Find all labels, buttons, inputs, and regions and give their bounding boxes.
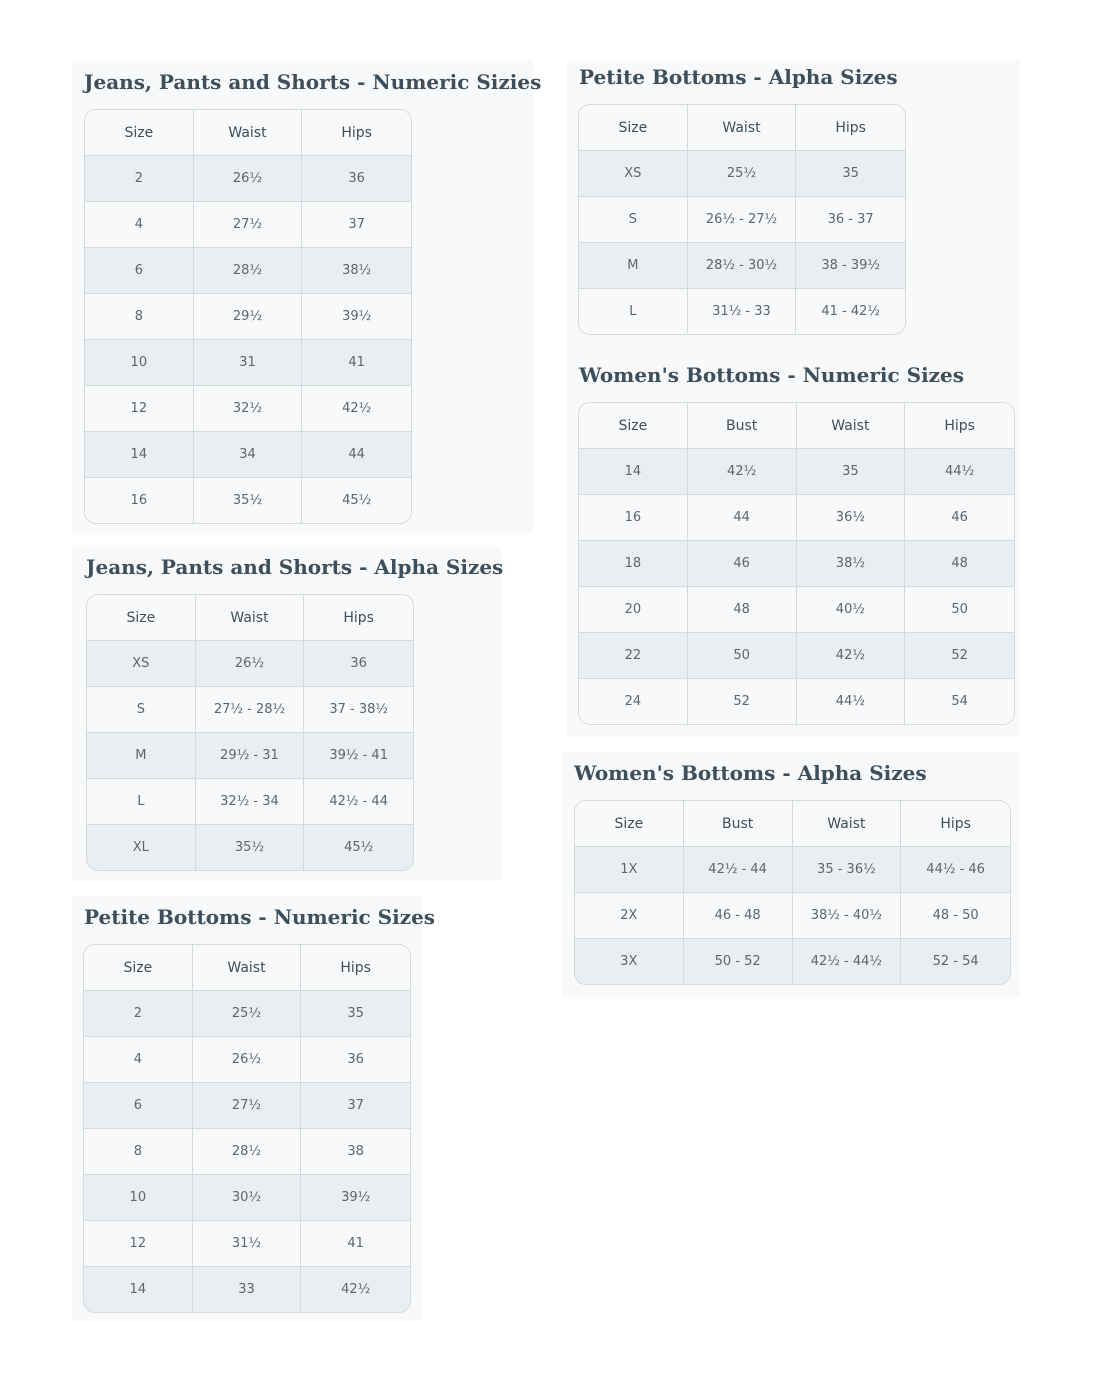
table-cell: 27½ (194, 201, 303, 247)
column-header: Hips (304, 595, 413, 640)
table-row (85, 431, 411, 477)
table-cell: 41 (301, 1220, 410, 1266)
petite-numeric-panel (72, 896, 436, 1321)
column-header: Waist (688, 105, 797, 150)
jeans-alpha-title: Jeans, Pants and Shorts - Alpha Sizes (86, 555, 504, 579)
column-header: Waist (196, 595, 305, 640)
table-cell: 14 (579, 448, 688, 494)
table-cell: 35 (796, 150, 905, 196)
table-cell: XL (87, 824, 196, 870)
table-cell: 52 (688, 678, 797, 724)
table-cell: 33 (193, 1266, 302, 1312)
table-row (84, 1128, 410, 1174)
table-cell: 44 (688, 494, 797, 540)
table-cell: 12 (84, 1220, 193, 1266)
table-cell: 25½ (688, 150, 797, 196)
table-cell: 8 (85, 293, 194, 339)
jeans-numeric-panel (72, 60, 542, 533)
column-header: Hips (301, 945, 410, 990)
table-cell: 50 - 52 (684, 938, 793, 984)
petite-alpha-table (578, 104, 906, 335)
table-row (579, 448, 1014, 494)
table-row (579, 540, 1014, 586)
table-cell: 37 (302, 201, 411, 247)
table-row (87, 640, 413, 686)
table-cell: 31½ (193, 1220, 302, 1266)
table-cell: 28½ (193, 1128, 302, 1174)
jeans-numeric-title: Jeans, Pants and Shorts - Numeric Sizies (84, 70, 542, 94)
table-cell: 44½ - 46 (901, 846, 1010, 892)
table-cell: 38½ - 40½ (793, 892, 902, 938)
table-row (84, 990, 410, 1036)
table-row (579, 242, 905, 288)
table-cell: 26½ (196, 640, 305, 686)
table-cell: 48 (688, 586, 797, 632)
table-row (575, 846, 1010, 892)
table-cell: M (579, 242, 688, 288)
table-cell: 31 (194, 339, 303, 385)
table-cell: 44 (302, 431, 411, 477)
table-cell: 41 - 42½ (796, 288, 905, 334)
column-header: Size (579, 105, 688, 150)
table-cell: 37 - 38½ (304, 686, 413, 732)
table-row (84, 1174, 410, 1220)
table-cell: 29½ - 31 (196, 732, 305, 778)
table-cell: 39½ - 41 (304, 732, 413, 778)
table-cell: 42½ (301, 1266, 410, 1312)
table-cell: 26½ (193, 1036, 302, 1082)
table-row (579, 196, 905, 242)
womens-numeric-table (578, 402, 1015, 725)
table-cell: 2 (84, 990, 193, 1036)
table-cell: 38½ (797, 540, 906, 586)
table-cell: 42½ - 44½ (793, 938, 902, 984)
table-cell: 6 (85, 247, 194, 293)
table-row (87, 824, 413, 870)
table-row (579, 632, 1014, 678)
table-cell: 34 (194, 431, 303, 477)
column-header: Size (87, 595, 196, 640)
table-cell: 18 (579, 540, 688, 586)
table-cell: 50 (905, 586, 1014, 632)
table-row (579, 150, 905, 196)
womens-alpha-panel (562, 752, 1020, 997)
table-header-row (579, 105, 905, 150)
table-cell: 35½ (194, 477, 303, 523)
column-header: Size (575, 801, 684, 846)
table-cell: 31½ - 33 (688, 288, 797, 334)
table-cell: 14 (84, 1266, 193, 1312)
petite-alpha-panel (567, 61, 1020, 351)
table-cell: 16 (579, 494, 688, 540)
column-header: Hips (901, 801, 1010, 846)
table-cell: 36 - 37 (796, 196, 905, 242)
table-row (85, 339, 411, 385)
table-cell: L (87, 778, 196, 824)
table-cell: 41 (302, 339, 411, 385)
table-row (84, 1082, 410, 1128)
table-cell: 28½ - 30½ (688, 242, 797, 288)
table-cell: 46 - 48 (684, 892, 793, 938)
table-cell: 26½ (194, 155, 303, 201)
womens-alpha-table (574, 800, 1011, 985)
table-cell: 44½ (797, 678, 906, 724)
table-cell: 22 (579, 632, 688, 678)
table-cell: 25½ (193, 990, 302, 1036)
table-row (85, 247, 411, 293)
column-header: Waist (793, 801, 902, 846)
table-row (575, 892, 1010, 938)
table-cell: 4 (84, 1036, 193, 1082)
table-row (87, 686, 413, 732)
table-cell: 42½ - 44 (684, 846, 793, 892)
table-cell: 8 (84, 1128, 193, 1174)
table-row (84, 1036, 410, 1082)
table-cell: 35 - 36½ (793, 846, 902, 892)
table-cell: 28½ (194, 247, 303, 293)
table-row (85, 477, 411, 523)
table-cell: 38½ (302, 247, 411, 293)
table-cell: 27½ (193, 1082, 302, 1128)
table-row (84, 1220, 410, 1266)
petite-numeric-table (83, 944, 411, 1313)
table-cell: 38 (301, 1128, 410, 1174)
table-cell: 12 (85, 385, 194, 431)
table-cell: 44½ (905, 448, 1014, 494)
table-cell: 36½ (797, 494, 906, 540)
table-header-row (85, 110, 411, 155)
table-cell: 16 (85, 477, 194, 523)
table-cell: L (579, 288, 688, 334)
table-cell: 52 (905, 632, 1014, 678)
table-cell: 42½ (688, 448, 797, 494)
table-cell: 37 (301, 1082, 410, 1128)
table-cell: 42½ - 44 (304, 778, 413, 824)
column-header: Waist (193, 945, 302, 990)
table-cell: 32½ (194, 385, 303, 431)
table-cell: 38 - 39½ (796, 242, 905, 288)
table-cell: 39½ (302, 293, 411, 339)
table-cell: XS (87, 640, 196, 686)
table-cell: 35½ (196, 824, 305, 870)
table-cell: 26½ - 27½ (688, 196, 797, 242)
table-cell: 48 - 50 (901, 892, 1010, 938)
jeans-alpha-panel (72, 547, 504, 881)
table-cell: 32½ - 34 (196, 778, 305, 824)
table-cell: 39½ (301, 1174, 410, 1220)
table-row (87, 778, 413, 824)
table-row (579, 288, 905, 334)
table-cell: 4 (85, 201, 194, 247)
table-cell: 20 (579, 586, 688, 632)
table-row (85, 201, 411, 247)
table-cell: 1X (575, 846, 684, 892)
column-header: Hips (796, 105, 905, 150)
table-cell: 36 (301, 1036, 410, 1082)
table-cell: 3X (575, 938, 684, 984)
column-header: Size (85, 110, 194, 155)
table-cell: S (579, 196, 688, 242)
column-header: Hips (302, 110, 411, 155)
table-cell: 40½ (797, 586, 906, 632)
table-cell: 45½ (304, 824, 413, 870)
column-header: Waist (797, 403, 906, 448)
table-cell: 10 (85, 339, 194, 385)
womens-numeric-title: Women's Bottoms - Numeric Sizes (579, 363, 965, 387)
womens-numeric-panel (567, 351, 1020, 737)
table-cell: 42½ (302, 385, 411, 431)
table-header-row (579, 403, 1014, 448)
table-cell: 35 (797, 448, 906, 494)
table-row (579, 586, 1014, 632)
column-header: Bust (688, 403, 797, 448)
table-row (575, 938, 1010, 984)
table-cell: 36 (304, 640, 413, 686)
petite-numeric-title: Petite Bottoms - Numeric Sizes (84, 905, 436, 929)
table-row (85, 385, 411, 431)
table-cell: 2 (85, 155, 194, 201)
table-cell: 52 - 54 (901, 938, 1010, 984)
table-cell: 46 (905, 494, 1014, 540)
table-row (84, 1266, 410, 1312)
table-cell: 14 (85, 431, 194, 477)
table-cell: 6 (84, 1082, 193, 1128)
table-header-row (87, 595, 413, 640)
table-header-row (84, 945, 410, 990)
table-cell: 48 (905, 540, 1014, 586)
table-cell: 30½ (193, 1174, 302, 1220)
table-cell: 35 (301, 990, 410, 1036)
table-cell: 54 (905, 678, 1014, 724)
jeans-numeric-table (84, 109, 412, 524)
petite-alpha-title: Petite Bottoms - Alpha Sizes (579, 65, 898, 89)
table-cell: S (87, 686, 196, 732)
column-header: Size (579, 403, 688, 448)
womens-alpha-title: Women's Bottoms - Alpha Sizes (574, 761, 927, 785)
table-cell: 46 (688, 540, 797, 586)
table-row (85, 155, 411, 201)
table-cell: 10 (84, 1174, 193, 1220)
column-header: Waist (194, 110, 303, 155)
table-cell: 42½ (797, 632, 906, 678)
jeans-alpha-table (86, 594, 414, 871)
table-header-row (575, 801, 1010, 846)
table-cell: M (87, 732, 196, 778)
table-row (87, 732, 413, 778)
table-row (579, 494, 1014, 540)
table-cell: 24 (579, 678, 688, 724)
table-row (579, 678, 1014, 724)
table-cell: 36 (302, 155, 411, 201)
table-row (85, 293, 411, 339)
table-cell: 29½ (194, 293, 303, 339)
table-cell: 2X (575, 892, 684, 938)
table-cell: 27½ - 28½ (196, 686, 305, 732)
column-header: Size (84, 945, 193, 990)
column-header: Bust (684, 801, 793, 846)
table-cell: 50 (688, 632, 797, 678)
table-cell: XS (579, 150, 688, 196)
table-cell: 45½ (302, 477, 411, 523)
column-header: Hips (905, 403, 1014, 448)
